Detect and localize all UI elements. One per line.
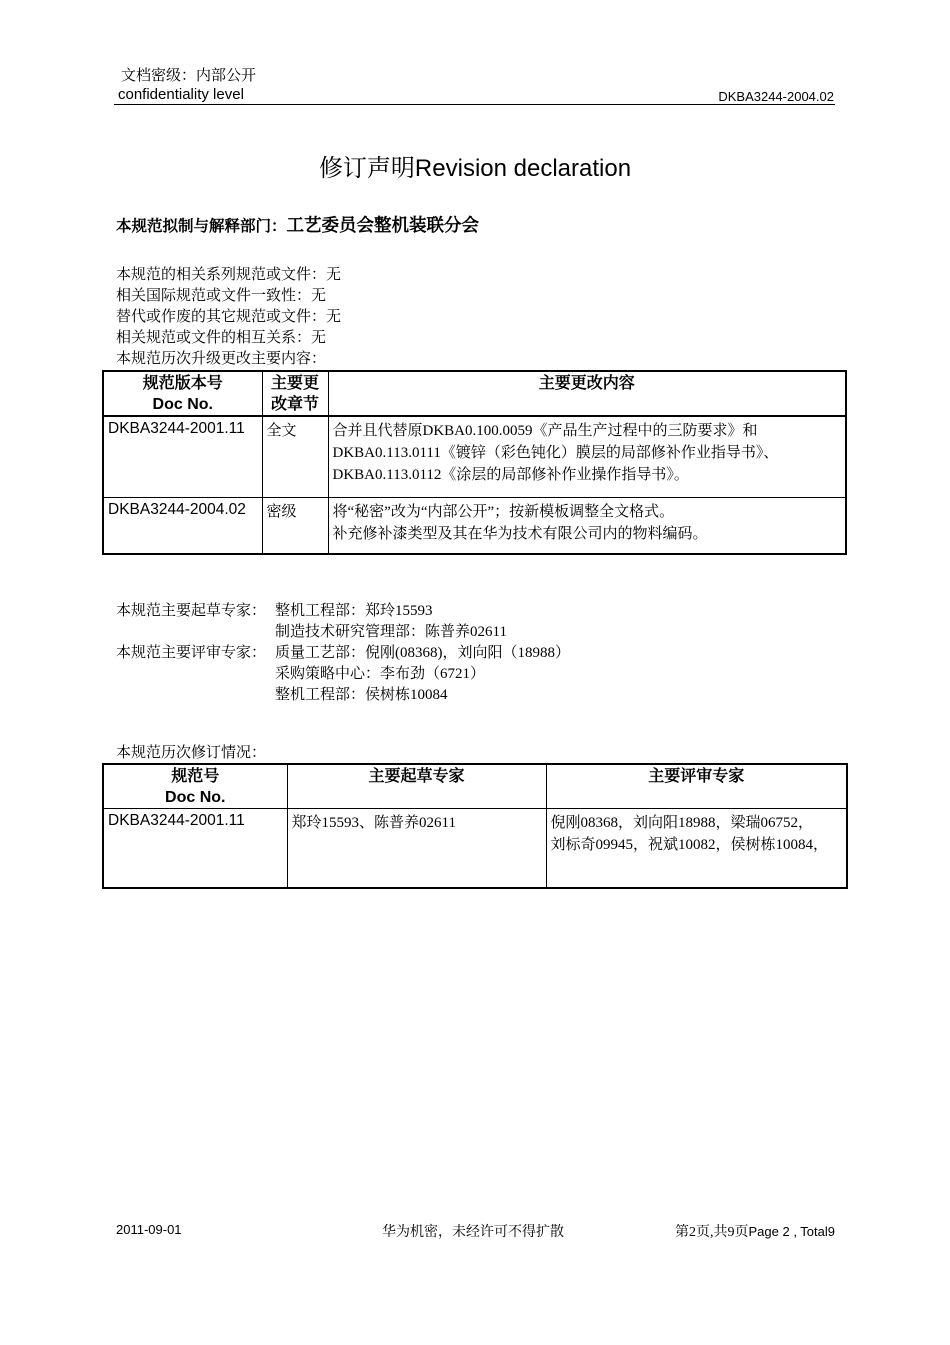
header-chapter-l1: 主要更	[270, 375, 319, 392]
row-doc-no: DKBA3244-2001.11	[103, 809, 287, 888]
review-line: 倪刚08368，刘向阳18988，梁瑞06752，	[550, 815, 814, 831]
expert-line: 制造技术研究管理部：陈普养02611	[275, 624, 507, 640]
row-doc-no: DKBA3244-2004.02	[103, 497, 262, 554]
content-line: 合并且代替原DKBA0.100.0059《产品生产过程中的三防要求》和	[332, 423, 758, 439]
header-divider	[114, 104, 835, 105]
info-line: 替代或作废的其它规范或文件：无	[116, 309, 342, 325]
history-table	[102, 763, 848, 889]
footer-page-cn: 第2页,共9页	[675, 1225, 749, 1240]
content-line: DKBA0.113.0112《涂层的局部修补作业操作指导书》。	[332, 467, 689, 483]
table-header-row	[103, 371, 846, 416]
row-content	[328, 497, 846, 554]
header-doc-no-en: Doc No.	[152, 396, 213, 413]
content-line: 将“秘密”改为“内部公开”；按新模板调整全文格式。	[332, 503, 675, 520]
info-line: 相关规范或文件的相互关系：无	[116, 330, 327, 346]
table-header-row	[103, 764, 847, 809]
page-title: 修订声明Revision declaration	[318, 155, 632, 182]
info-line: 相关国际规范或文件一致性：无	[116, 288, 327, 304]
header-drafting: 主要起草专家	[287, 764, 546, 809]
content-line: 补充修补漆类型及其在华为技术有限公司内的物料编码。	[332, 525, 708, 542]
drafting-experts-label: 本规范主要起草专家：	[116, 603, 267, 619]
info-list	[116, 265, 341, 370]
header-doc-no-cn: 规范号	[171, 768, 220, 785]
footer-notice: 华为机密，未经许可不得扩散	[382, 1225, 564, 1240]
history-label: 本规范历次修订情况：	[116, 745, 267, 761]
row-drafting: 郑玲15593、陈普养02611	[287, 809, 546, 888]
header-review: 主要评审专家	[546, 764, 847, 809]
change-table	[102, 370, 847, 555]
department-value: 工艺委员会整机装联分会	[286, 215, 480, 235]
expert-line: 质量工艺部：倪刚(08368)，刘向阳（18988）	[275, 645, 570, 661]
classification-cn: 文档密级：内部公开	[121, 68, 257, 84]
header-doc-no-en: Doc No.	[165, 789, 226, 806]
footer-page-en: Page 2 , Total9	[748, 1224, 835, 1239]
expert-line: 采购策略中心：李布劲（6721）	[275, 666, 486, 682]
info-line: 本规范的相关系列规范或文件：无	[116, 267, 342, 283]
row-content	[328, 416, 846, 497]
row-chapter: 全文	[262, 416, 328, 497]
row-doc-no: DKBA3244-2001.11	[103, 416, 262, 497]
expert-line: 整机工程部：郑玲15593	[275, 603, 433, 619]
content-line: DKBA0.113.0111《镀锌（彩色钝化）膜层的局部修补作业指导书》、	[332, 445, 779, 461]
header-content: 主要更改内容	[328, 371, 846, 416]
header-chapter-l2: 改章节	[270, 396, 319, 413]
review-experts	[275, 643, 570, 706]
table-row	[103, 809, 847, 888]
table-row	[103, 497, 846, 554]
info-line: 本规范历次升级更改主要内容：	[116, 351, 327, 367]
department-label: 本规范拟制与解释部门：	[116, 218, 287, 235]
expert-line: 整机工程部：侯树栋10084	[275, 687, 448, 703]
classification-en: confidentiality level	[118, 86, 244, 103]
header-chapter	[262, 371, 328, 416]
footer-date: 2011-09-01	[116, 1222, 182, 1237]
header-doc-no-cn: 规范版本号	[142, 375, 223, 392]
review-experts-label: 本规范主要评审专家：	[116, 645, 267, 661]
row-chapter: 密级	[262, 497, 328, 554]
doc-code: DKBA3244-2004.02	[718, 89, 834, 104]
review-line: 刘标奇09945，祝斌10082，侯树栋10084，	[550, 837, 829, 853]
footer-page	[675, 1221, 835, 1241]
drafting-experts	[275, 601, 507, 643]
department-line	[116, 212, 479, 237]
header-doc-no	[103, 371, 262, 416]
header-doc-no	[103, 764, 287, 809]
row-review	[546, 809, 847, 888]
table-row	[103, 416, 846, 497]
